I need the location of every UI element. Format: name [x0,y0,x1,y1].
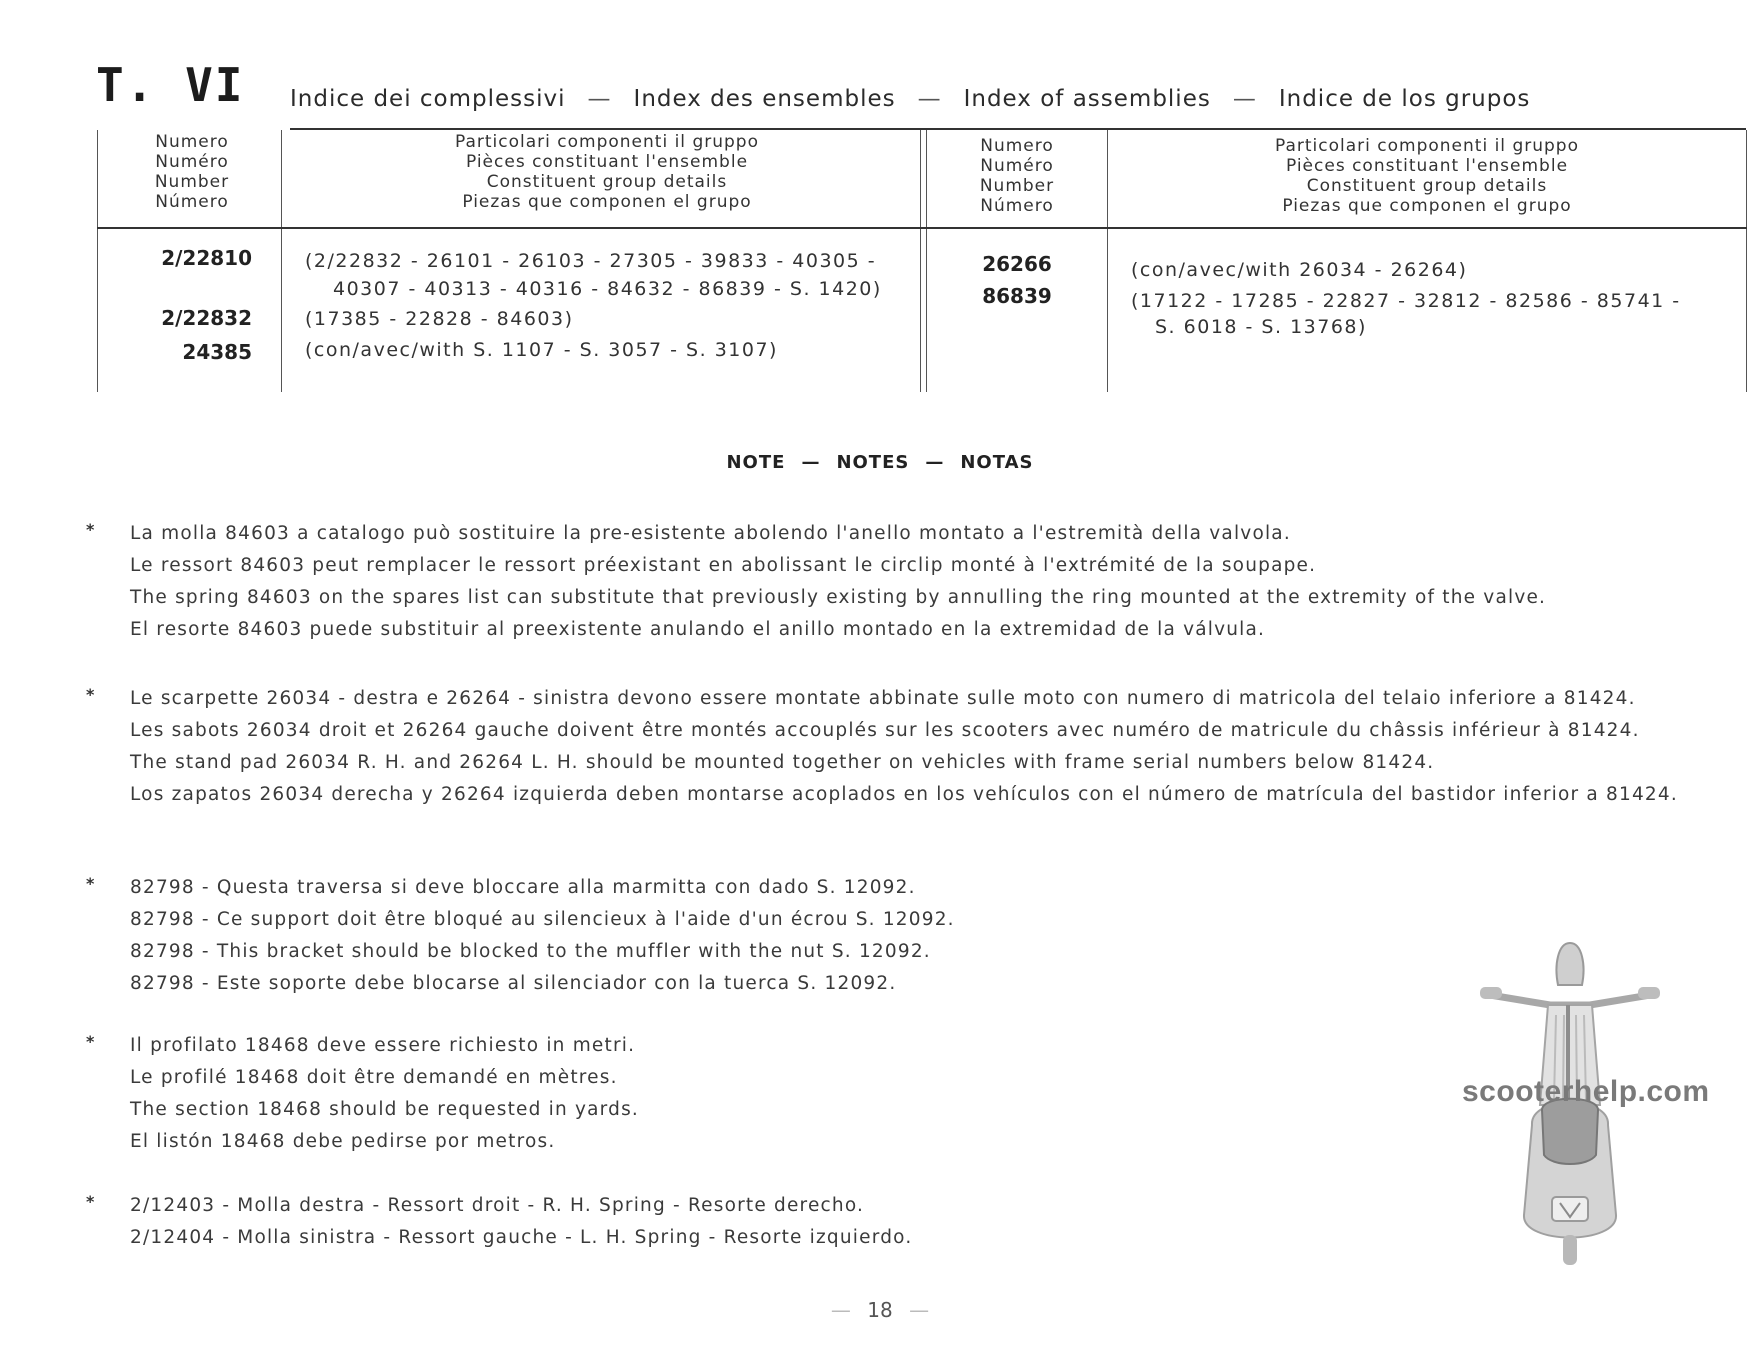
watermark: scooterhelp.com [1462,1075,1710,1108]
note-line: La molla 84603 a catalogo può sostituire la pre-esistente abolendo l'anello montato a l'estremità della valvola. [130,523,1291,544]
detail-line: (17385 - 22828 - 84603) [305,308,574,330]
note-line: Le profilé 18468 doit être demandé en mètres. [130,1067,618,1088]
detail-line: (2/22832 - 26101 - 26103 - 27305 - 39833 - 40305 - [305,250,877,272]
page-number: — 18 — [830,1298,930,1322]
part-number: 24385 [182,340,252,364]
note-line: 2/12403 - Molla destra - Ressort droit - R. H. Spring - Resorte derecho. [130,1195,865,1216]
detail-line: 40307 - 40313 - 40316 - 84632 - 86839 - S. 1420) [333,278,882,300]
note-line: The spring 84603 on the spares list can substitute that previously existing by annulling the ring mounted at the extremity of the valve. [130,587,1547,608]
table-divider [926,130,927,392]
right-details [1131,253,1741,338]
note-bullet: * [86,520,95,539]
table-divider [1746,130,1747,392]
note-line: 82798 - Questa traversa si deve bloccare alla marmitta con dado S. 12092. [130,877,916,898]
detail-line: (con/avec/with 26034 - 26264) [1131,259,1468,281]
title-separator: — [1232,86,1257,112]
note-bullet: * [86,1192,95,1211]
note-line: Le scarpette 26034 - destra e 26264 - sinistra devono essere montate abbinate sulle moto con numero di matricola del telaio inferiore a 81424. [130,688,1636,709]
plate-label: T. VI [96,58,245,112]
note-line: Les sabots 26034 droit et 26264 gauche doivent être montés accouplés sur les scooters avec numéro de matricule du châssis inférieur à 81424. [130,720,1640,741]
left-details [305,247,915,365]
note-line: Il profilato 18468 deve essere richiesto in metri. [130,1035,636,1056]
note-line: El resorte 84603 puede substituir al preexistente anulando el anillo montado en la extremidad de la válvula. [130,619,1266,640]
note-bullet: * [86,1032,95,1051]
title-french: Index des ensembles [633,86,896,112]
part-number: 26266 [982,252,1052,276]
table-divider [920,130,921,392]
details-column-header: Particolari componenti il gruppo Pièces constituant l'ensemble Constituent group details Piezas que componen el grupo [1275,136,1579,216]
title-separator: — [587,86,612,112]
title-italian: Indice dei complessivi [290,86,566,112]
note-line: The stand pad 26034 R. H. and 26264 L. H. should be mounted together on vehicles with frame serial numbers below 81424. [130,752,1435,773]
assemblies-table [97,130,1747,392]
number-column-header: Numero Numéro Number Número [154,132,230,212]
note-bullet: * [86,874,95,893]
note-line: Los zapatos 26034 derecha y 26264 izquierda deben montarse acoplados en los vehículos con el número de matrícula del bastidor inferior a 81424. [130,784,1678,805]
table-header-rule [97,227,1747,229]
part-number: 2/22810 [161,246,252,270]
note-line: El listón 18468 debe pedirse por metros. [130,1131,556,1152]
right-numbers [947,252,1087,318]
title-separator: — [917,86,942,112]
note-line: 82798 - This bracket should be blocked to the muffler with the nut S. 12092. [130,941,931,962]
table-divider [97,130,98,392]
note-line: Le ressort 84603 peut remplacer le ressort préexistant en abolissant le circlip monté à l'extrémité de la soupape. [130,555,1317,576]
notes-title: NOTE — NOTES — NOTAS [726,452,1034,473]
table-divider [1107,130,1108,392]
detail-line: (con/avec/with S. 1107 - S. 3057 - S. 3107) [305,339,778,361]
note-line: The section 18468 should be requested in yards. [130,1099,640,1120]
note-group [86,683,1726,805]
detail-line: S. 6018 - S. 13768) [1155,316,1367,338]
part-number: 2/22832 [161,306,252,330]
title-english: Index of assemblies [963,86,1211,112]
note-line: 82798 - Ce support doit être bloqué au silencieux à l'aide d'un écrou S. 12092. [130,909,955,930]
details-column-header: Particolari componenti il gruppo Pièces constituant l'ensemble Constituent group details Piezas que componen el grupo [455,132,759,212]
note-line: 2/12404 - Molla sinistra - Ressort gauche - L. H. Spring - Resorte izquierdo. [130,1227,913,1248]
table-divider [281,130,282,392]
page-title [290,86,1530,112]
part-number: 86839 [982,284,1052,308]
number-column-header: Numero Numéro Number Número [979,136,1055,216]
note-line: 82798 - Este soporte debe blocarse al silenciador con la tuerca S. 12092. [130,973,897,994]
left-numbers [117,246,252,374]
title-spanish: Indice de los grupos [1278,86,1531,112]
detail-line: (17122 - 17285 - 22827 - 32812 - 82586 - 85741 - [1131,290,1681,312]
note-group [86,518,1726,646]
note-bullet: * [86,685,95,704]
